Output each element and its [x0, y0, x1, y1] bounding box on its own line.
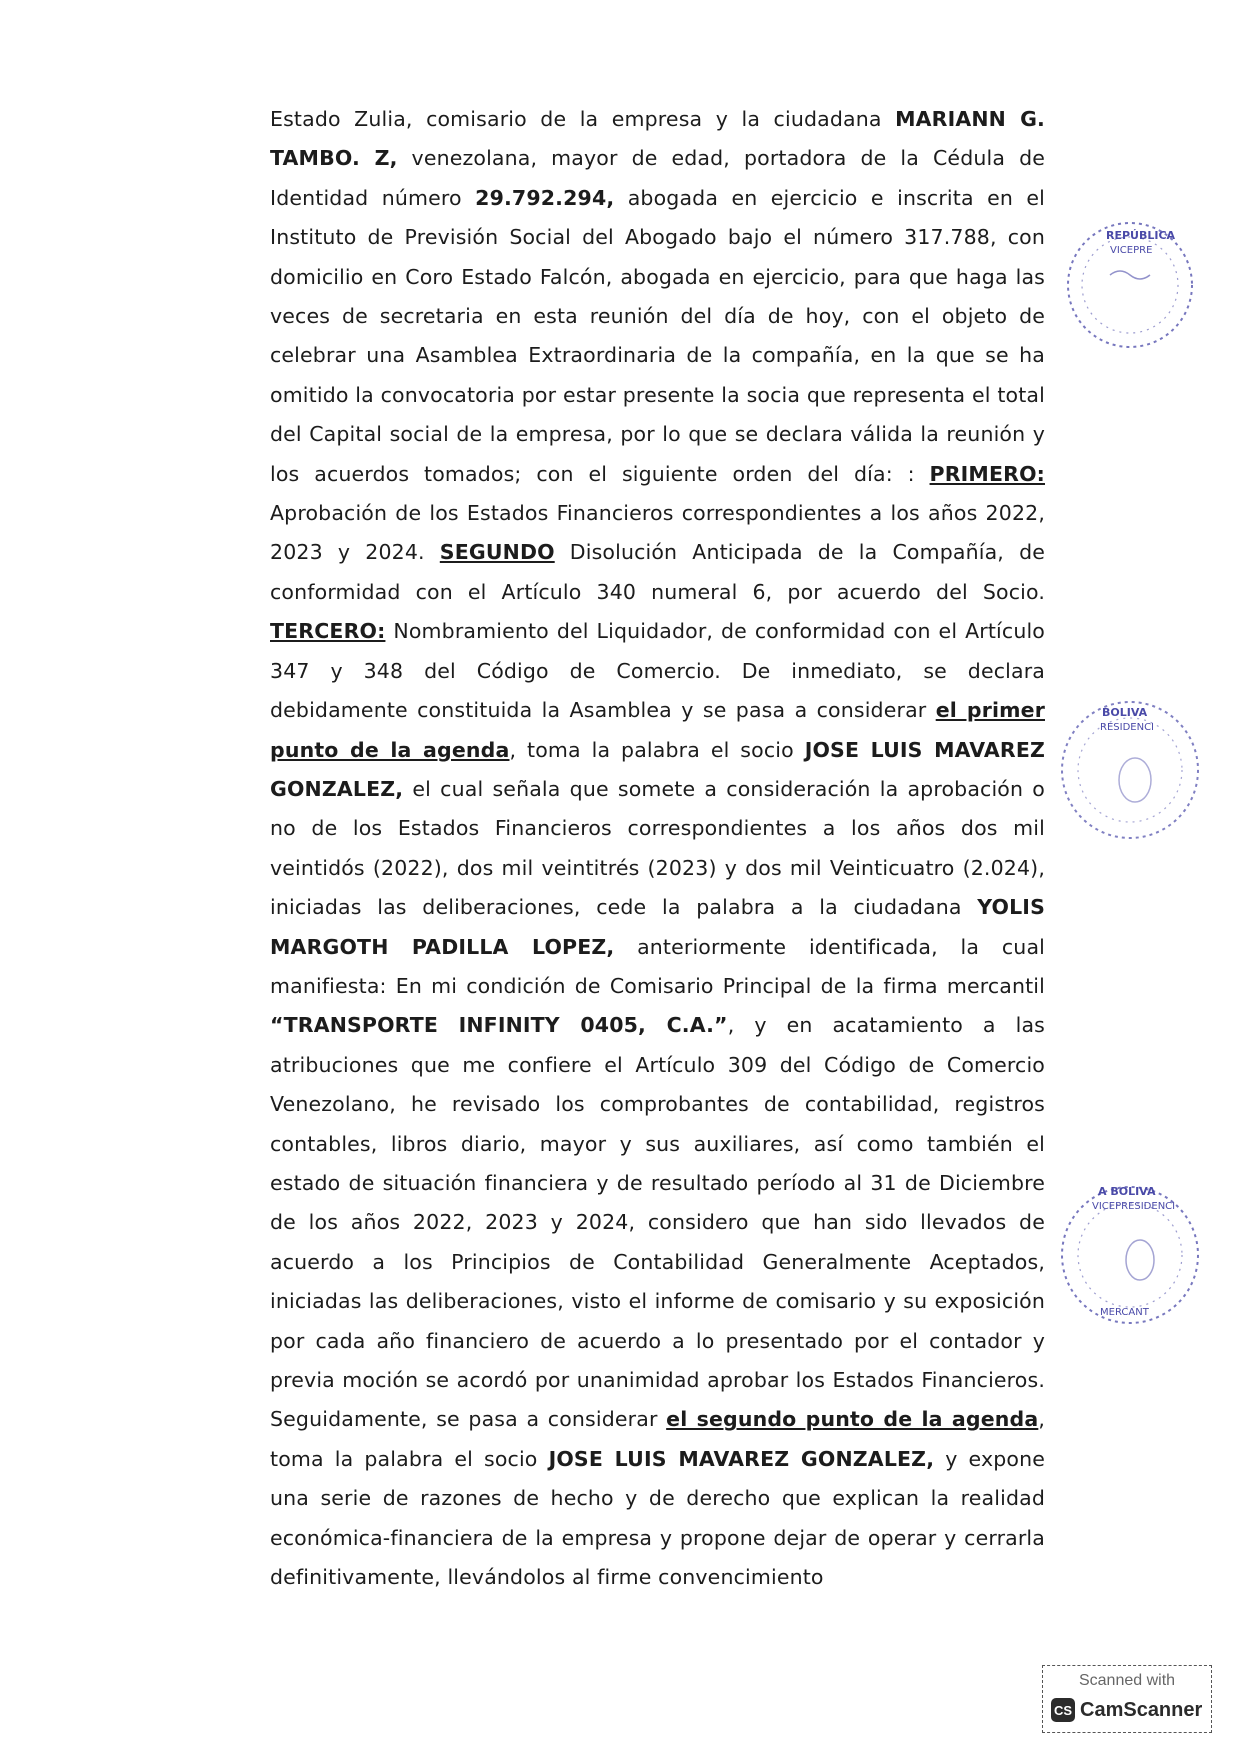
official-seal-stamp — [1050, 1165, 1176, 1365]
text-segment: Nombramiento del Liquidador, de conformidad con el Artículo 347 y 348 del Código de Comercio. De inmediato, se declara debidamente constituida la Asamblea y se pasa a considerar — [270, 619, 1045, 723]
document-body-text — [270, 100, 1045, 1597]
stamp-text-top: BOLIVA — [1102, 706, 1148, 719]
text-segment: Estado Zulia, comisario de la empresa y la ciudadana — [270, 107, 896, 131]
text-segment: y expone una serie de razones de hecho y de derecho que explican la realidad económica-financiera de la empresa y propone dejar de operar y cerrarla definitivamente, llevándolos al firme convencimiento — [270, 1446, 1045, 1590]
camscanner-watermark — [1042, 1665, 1212, 1733]
bold-text-segment: PRIMERO: — [929, 461, 1045, 486]
text-segment: , y en acatamiento a las atribuciones que me confiere el Artículo 309 del Código de Comercio Venezolano, he revisado los comprobantes de contabilidad, registros contables, libros diario, mayor y sus auxiliares, así como también el estado de situación financiera y de resultado período al 31 de Diciembre de los años 2022, 2023 y 2024, considero que han sido llevados de acuerdo a los Principios de Contabilidad Generalmente Aceptados, iniciadas las deliberaciones, visto el informe de comisario y su exposición por cada año financiero de acuerdo a lo presentado por el contador y previa moción se acordó por unanimidad aprobar los Estados Financieros. Seguidamente, se pasa a considerar — [270, 1013, 1046, 1432]
text-segment: anteriormente identificada, la cual manifiesta: En mi condición de Comisario Principal de la firma mercantil — [270, 934, 1046, 998]
text-segment: venezolana, mayor de edad, portadora de la Cédula de Identidad número — [270, 146, 1045, 210]
text-segment: , toma la palabra el socio — [270, 1407, 1045, 1471]
bold-text-segment: “TRANSPORTE INFINITY 0405, C.A.” — [270, 1013, 728, 1038]
bold-text-segment: el primer punto de la agenda — [270, 698, 1045, 762]
stamp-text-mid: VICEPRE — [1110, 245, 1153, 256]
text-segment: el cual señala que somete a consideración la aprobación o no de los Estados Financieros correspondientes a los años dos mil veintidós (2022), dos mil veintitrés (2023) y dos mil Veinticuatro (2.024), iniciadas las deliberaciones, cede la palabra a la ciudadana — [270, 776, 1045, 920]
text-segment: abogada en ejercicio e inscrita en el Instituto de Previsión Social del Abogado bajo el número 317.788, con domicilio en Coro Estado Falcón, abogada en ejercicio, para que haga las veces de secretaria en esta reunión del día de hoy, con el objeto de celebrar una Asamblea Extraordinaria de la compañía, en la que se ha omitido la convocatoria por estar presente la socia que representa el total del Capital social de la empresa, por lo que se declara válida la reunión y los acuerdos tomados; con el siguiente orden del día: : — [270, 185, 1046, 486]
stamp-text-mid: VICEPRESIDENCI — [1092, 1201, 1176, 1212]
watermark-brand-name: CamScanner — [1080, 1698, 1203, 1721]
text-segment: Disolución Anticipada de la Compañía, de conformidad con el Artículo 340 numeral 6, por acuerdo del Socio. — [270, 540, 1045, 604]
watermark-brand — [1051, 1698, 1202, 1722]
text-segment: , toma la palabra el socio — [509, 737, 805, 762]
bold-text-segment: el segundo punto de la agenda — [666, 1407, 1039, 1432]
official-seal-stamp — [1050, 680, 1160, 900]
bold-text-segment: JOSE LUIS MAVAREZ GONZALEZ, — [548, 1446, 935, 1471]
bold-text-segment: 29.792.294, — [475, 185, 615, 210]
bold-text-segment: SEGUNDO — [439, 540, 555, 565]
bold-text-segment: TERCERO: — [270, 619, 386, 644]
stamp-text-top: REPÚBLICA — [1106, 229, 1176, 242]
stamp-text-bottom: MERCANT — [1100, 1307, 1149, 1318]
text-segment: Aprobación de los Estados Financieros correspondientes a los años 2022, 2023 y 2024. — [270, 501, 1045, 565]
bold-text-segment: JOSE LUIS MAVAREZ GONZALEZ, — [270, 737, 1046, 801]
stamp-text-mid: RESIDENCI — [1100, 722, 1154, 733]
stamp-text-top: A BOLIVA — [1098, 1185, 1156, 1198]
bold-text-segment: YOLIS MARGOTH PADILLA LOPEZ, — [270, 895, 1045, 959]
official-seal-stamp — [1060, 215, 1176, 365]
watermark-caption: Scanned with — [1078, 1672, 1176, 1689]
bold-text-segment: MARIANN G. TAMBO. Z, — [270, 107, 1045, 171]
camscanner-logo-icon: CS — [1051, 1698, 1075, 1722]
